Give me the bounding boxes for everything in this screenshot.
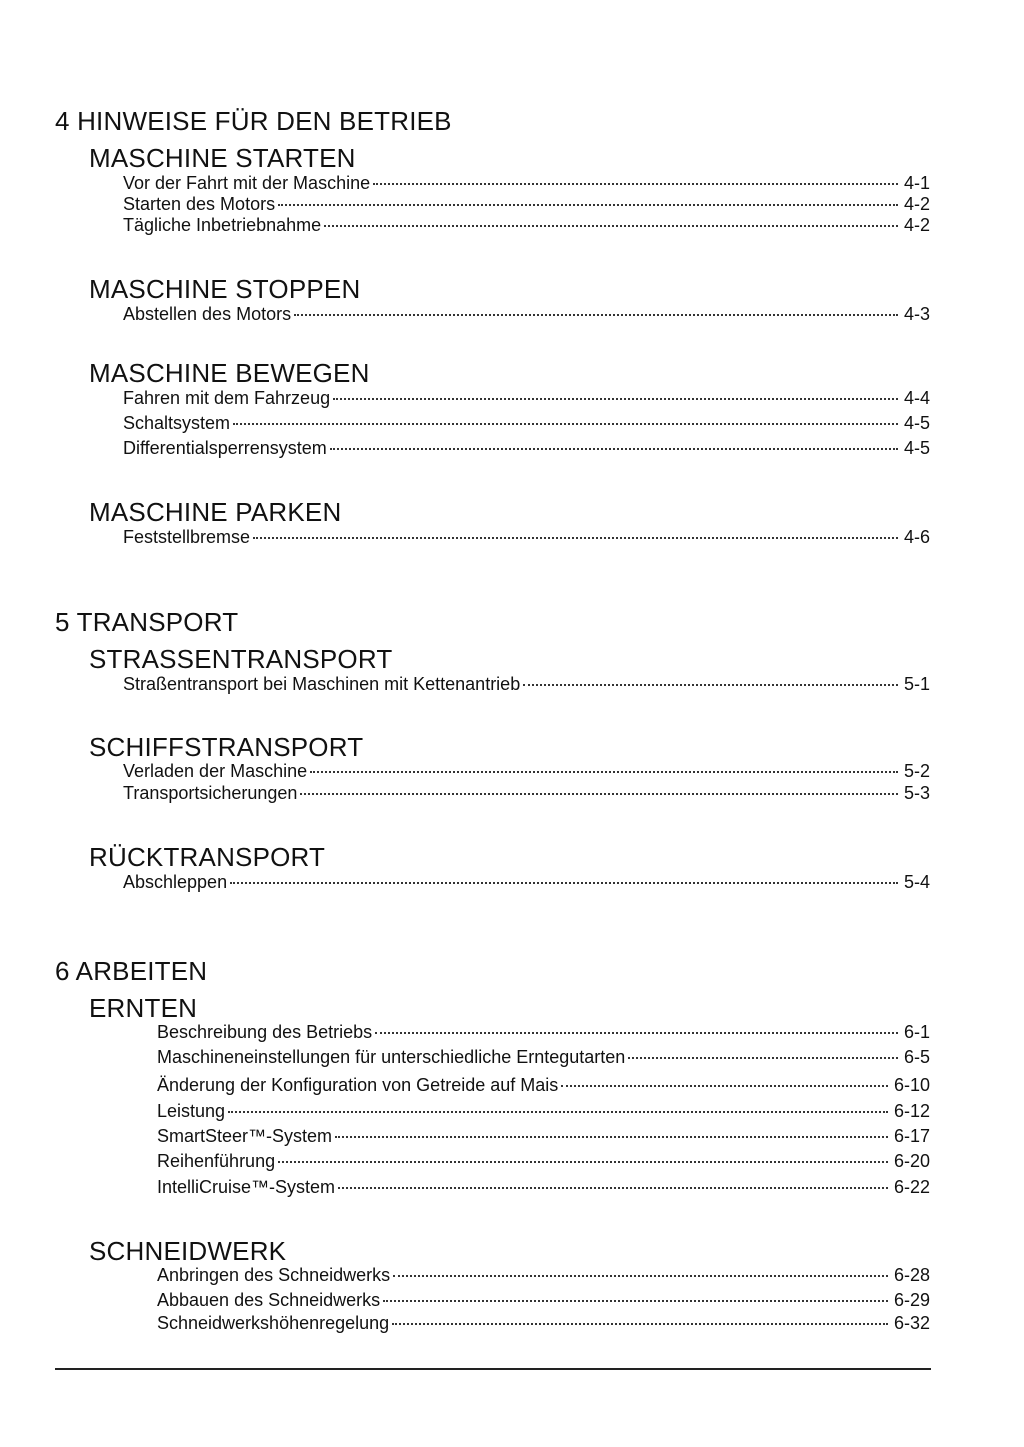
- toc-entry-page: 6-10: [893, 1075, 930, 1095]
- toc-entry-label: Tägliche Inbetriebnahme: [123, 215, 322, 235]
- toc-entry-page: 5-1: [903, 674, 930, 694]
- toc-entry-page: 4-6: [903, 527, 930, 547]
- toc-entry[interactable]: [157, 1100, 930, 1122]
- toc-entry-page: 6-28: [893, 1265, 930, 1285]
- toc-entry[interactable]: [157, 1150, 930, 1172]
- toc-entry[interactable]: [123, 871, 930, 893]
- toc-entry-page: 5-4: [903, 872, 930, 892]
- toc-entry-page: 4-4: [903, 388, 930, 408]
- toc-entry-page: 6-12: [893, 1101, 930, 1121]
- dot-leader: [333, 398, 898, 400]
- toc-entry-page: 6-1: [903, 1022, 930, 1042]
- dot-leader: [628, 1057, 898, 1059]
- toc-entry[interactable]: [123, 172, 930, 194]
- dot-leader: [393, 1275, 888, 1277]
- dot-leader: [278, 1161, 888, 1163]
- toc-entry-label: Schneidwerkshöhenregelung: [157, 1313, 390, 1333]
- toc-entry[interactable]: [123, 193, 930, 215]
- toc-entry-label: Änderung der Konfiguration von Getreide auf Mais: [157, 1075, 559, 1095]
- chapter-title: 5 TRANSPORT: [55, 607, 239, 637]
- toc-entry[interactable]: [123, 412, 930, 434]
- toc-entry[interactable]: [123, 387, 930, 409]
- toc-entry-label: Transportsicherungen: [123, 783, 298, 803]
- dot-leader: [383, 1300, 888, 1302]
- footer-rule: [55, 1368, 931, 1370]
- toc-entry-label: Maschineneinstellungen für unterschiedliche Erntegutarten: [157, 1047, 626, 1067]
- toc-entry-label: Abschleppen: [123, 872, 228, 892]
- toc-entry-label: Verladen der Maschine: [123, 761, 308, 781]
- toc-entry-label: Feststellbremse: [123, 527, 251, 547]
- toc-entry[interactable]: [157, 1312, 930, 1334]
- section-title: ERNTEN: [89, 993, 198, 1023]
- toc-entry-page: 4-2: [903, 194, 930, 214]
- section-title: RÜCKTRANSPORT: [89, 842, 326, 872]
- dot-leader: [294, 314, 898, 316]
- toc-entry-page: 6-5: [903, 1047, 930, 1067]
- toc-entry-page: 5-3: [903, 783, 930, 803]
- toc-entry[interactable]: [157, 1289, 930, 1311]
- toc-entry-page: 4-5: [903, 413, 930, 433]
- toc-entry[interactable]: [157, 1176, 930, 1198]
- toc-entry[interactable]: [123, 673, 930, 695]
- section-title: MASCHINE PARKEN: [89, 497, 342, 527]
- section-title: STRASSENTRANSPORT: [89, 644, 393, 674]
- dot-leader: [228, 1111, 888, 1113]
- dot-leader: [230, 882, 898, 884]
- toc-entry-label: Fahren mit dem Fahrzeug: [123, 388, 331, 408]
- dot-leader: [392, 1323, 888, 1325]
- toc-entry[interactable]: [157, 1125, 930, 1147]
- toc-entry-page: 4-2: [903, 215, 930, 235]
- toc-entry-label: Vor der Fahrt mit der Maschine: [123, 173, 371, 193]
- section-title: SCHIFFSTRANSPORT: [89, 732, 364, 762]
- dot-leader: [523, 684, 898, 686]
- toc-entry-label: Reihenführung: [157, 1151, 276, 1171]
- toc-entry-page: 6-29: [893, 1290, 930, 1310]
- toc-entry-label: Straßentransport bei Maschinen mit Kettenantrieb: [123, 674, 521, 694]
- toc-entry[interactable]: [157, 1074, 930, 1096]
- chapter-title: 4 HINWEISE FÜR DEN BETRIEB: [55, 106, 452, 136]
- dot-leader: [338, 1187, 888, 1189]
- toc-entry-page: 6-32: [893, 1313, 930, 1333]
- toc-entry-page: 5-2: [903, 761, 930, 781]
- toc-entry[interactable]: [123, 437, 930, 459]
- dot-leader: [300, 793, 898, 795]
- dot-leader: [324, 225, 898, 227]
- toc-entry-label: Abstellen des Motors: [123, 304, 292, 324]
- toc-entry-page: 4-1: [903, 173, 930, 193]
- dot-leader: [375, 1032, 898, 1034]
- section-title: MASCHINE STARTEN: [89, 143, 356, 173]
- dot-leader: [330, 448, 898, 450]
- dot-leader: [253, 537, 898, 539]
- toc-entry-label: Anbringen des Schneidwerks: [157, 1265, 391, 1285]
- toc-entry-label: Leistung: [157, 1101, 226, 1121]
- section-title: MASCHINE BEWEGEN: [89, 358, 370, 388]
- dot-leader: [561, 1085, 888, 1087]
- toc-entry-label: IntelliCruise™-System: [157, 1177, 336, 1197]
- toc-entry-label: Abbauen des Schneidwerks: [157, 1290, 381, 1310]
- toc-entry[interactable]: [123, 303, 930, 325]
- toc-entry[interactable]: [123, 760, 930, 782]
- dot-leader: [373, 183, 898, 185]
- toc-entry[interactable]: [123, 782, 930, 804]
- toc-entry[interactable]: [123, 526, 930, 548]
- toc-entry-page: 6-22: [893, 1177, 930, 1197]
- section-title: SCHNEIDWERK: [89, 1236, 287, 1266]
- chapter-title: 6 ARBEITEN: [55, 956, 208, 986]
- toc-entry-page: 6-17: [893, 1126, 930, 1146]
- toc-entry-label: Starten des Motors: [123, 194, 276, 214]
- toc-entry[interactable]: [157, 1021, 930, 1043]
- toc-entry[interactable]: [123, 214, 930, 236]
- toc-entry-page: 6-20: [893, 1151, 930, 1171]
- toc-entry-label: Differentialsperrensystem: [123, 438, 327, 458]
- toc-entry-page: 4-5: [903, 438, 930, 458]
- dot-leader: [310, 771, 898, 773]
- toc-entry-page: 4-3: [903, 304, 930, 324]
- dot-leader: [233, 423, 898, 425]
- toc-entry[interactable]: [157, 1046, 930, 1068]
- dot-leader: [278, 204, 898, 206]
- dot-leader: [335, 1136, 888, 1138]
- toc-entry-label: Beschreibung des Betriebs: [157, 1022, 373, 1042]
- toc-entry-label: Schaltsystem: [123, 413, 231, 433]
- toc-entry[interactable]: [157, 1264, 930, 1286]
- toc-entry-label: SmartSteer™-System: [157, 1126, 333, 1146]
- section-title: MASCHINE STOPPEN: [89, 274, 361, 304]
